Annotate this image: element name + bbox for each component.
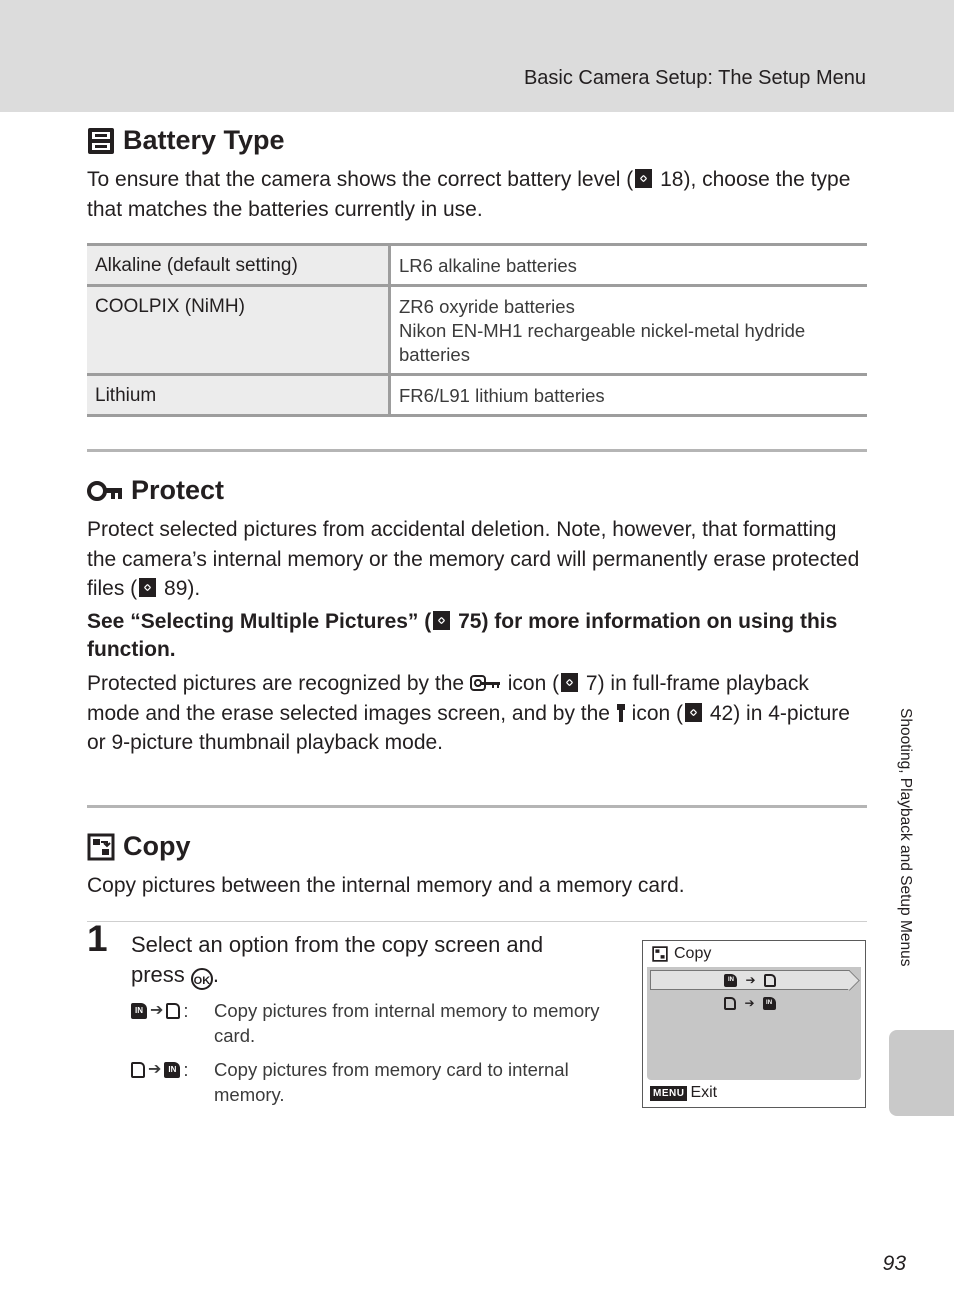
internal-memory-icon: IN — [131, 1003, 147, 1019]
page-number: 93 — [882, 1252, 906, 1275]
arrow-right-icon: ➔ — [148, 1061, 162, 1078]
internal-to-card-symbol: IN ➔ : — [131, 998, 214, 1023]
battery-type-icon — [87, 127, 115, 155]
step-divider — [87, 921, 867, 922]
protect-heading — [87, 475, 224, 506]
key-icon — [87, 479, 123, 503]
section-divider — [87, 805, 867, 808]
battery-option: Alkaline (default setting) — [87, 245, 390, 286]
step-number: 1 — [87, 918, 108, 959]
section-divider — [87, 449, 867, 452]
page-reference-icon — [685, 703, 702, 722]
battery-type-heading — [87, 125, 285, 156]
page-reference-icon — [561, 673, 578, 692]
battery-description: ZR6 oxyride batteries Nikon EN-MH1 rechargeable nickel-metal hydride batteries — [399, 296, 806, 365]
ok-button-icon: OK — [191, 968, 213, 990]
copy-heading — [87, 831, 191, 862]
chapter-tab — [889, 1030, 954, 1116]
copy-intro: Copy pictures between the internal memory and a memory card. — [87, 874, 685, 897]
menu-option-internal-to-card[interactable]: IN ➔ — [650, 970, 850, 990]
copy-icon — [87, 833, 115, 861]
thumbnail-protect-icon — [616, 702, 626, 725]
protect-title: Protect — [131, 475, 225, 505]
header-title: Basic Camera Setup: The Setup Menu — [523, 67, 866, 89]
table-row — [87, 245, 867, 286]
battery-intro: To ensure that the camera shows the correct battery level ( 18), choose the type that matches the batteries currently in use. — [87, 168, 851, 221]
protect-detail-paragraph: Protected pictures are recognized by the icon ( 7) in full-frame playback mode and the erase selected images screen, and by the icon ( 42) in 4-picture or 9-picture thumbnail playback mode. — [87, 672, 850, 754]
arrow-right-icon: ➔ — [150, 1002, 164, 1019]
camera-exit-hint: MENU Exit — [650, 1084, 717, 1102]
chapter-side-label: Shooting, Playback and Setup Menus — [897, 708, 914, 967]
protect-note: See “Selecting Multiple Pictures” ( 75) for more information on using this function. — [87, 610, 838, 661]
camera-screen-title: Copy — [652, 945, 711, 963]
menu-option-card-to-internal[interactable]: ➔ IN — [650, 993, 850, 1013]
page-reference-icon — [635, 169, 652, 188]
memory-card-icon — [166, 1003, 180, 1019]
step-instruction: Select an option from the copy screen and press OK . — [131, 930, 601, 990]
battery-option: COOLPIX (NiMH) — [87, 286, 390, 375]
copy-icon — [652, 946, 668, 962]
protect-paragraph: Protect selected pictures from accidental deletion. Note, however, that formatting the camera’s internal memory or the memory card will permanently erase protected files ( 89). — [87, 518, 860, 600]
protect-key-icon — [470, 672, 502, 695]
card-to-internal-symbol: ➔ IN : — [131, 1057, 214, 1082]
table-row — [87, 375, 867, 416]
copy-option-internal-to-card: IN ➔ : Copy pictures from internal memory to memory card. — [131, 998, 601, 1048]
battery-option: Lithium — [87, 375, 390, 416]
copy-option-card-to-internal: ➔ IN : Copy pictures from memory card to internal memory. — [131, 1057, 601, 1107]
page-reference-icon — [139, 578, 156, 597]
battery-type-table — [87, 243, 867, 417]
memory-card-icon — [131, 1062, 145, 1078]
table-row — [87, 286, 867, 375]
battery-description: FR6/L91 lithium batteries — [399, 385, 605, 406]
page-reference-icon — [433, 611, 450, 630]
battery-description: LR6 alkaline batteries — [399, 255, 577, 276]
menu-button-icon: MENU — [650, 1086, 687, 1101]
header-band — [0, 0, 954, 112]
camera-copy-screen — [642, 940, 866, 1108]
copy-title: Copy — [123, 831, 191, 861]
battery-type-title: Battery Type — [123, 125, 285, 155]
internal-memory-icon: IN — [164, 1062, 180, 1078]
